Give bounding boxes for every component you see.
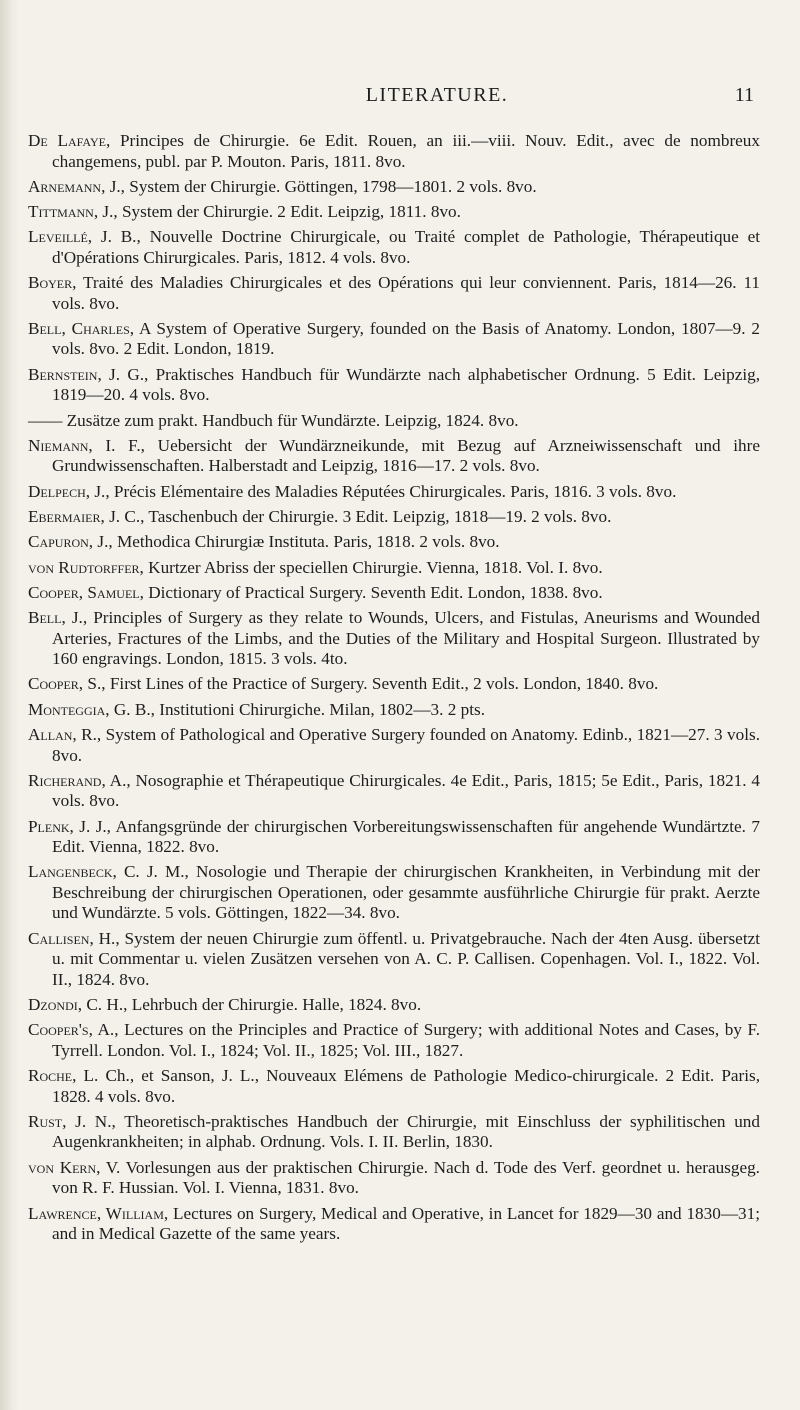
entry-author: Langenbeck, [28,862,117,882]
entry-text: H., System der neuen Chirurgie zum öffentl. u. Privatgebrauche. Nach der 4ten Ausg. übersetzt u. mit Commentar u. vielen Zusätzen versehen von A. C. P. Callisen. Copenhagen. Vol. I., 1822. Vol. II., 1824. 8vo. [52,928,760,989]
bibliography-entry [28,319,760,360]
entry-text: J. G., Praktisches Handbuch für Wundärzte nach alphabetischer Ordnung. 5 Edit. Leipzig, 1819—20. 4 vols. 8vo. [52,364,760,405]
bibliography-entry [28,583,760,604]
bibliography-entry [28,507,760,528]
bibliography-entry [28,365,760,406]
entry-author: De Lafaye, [28,131,111,150]
entry-author: Leveillé, [28,227,93,247]
entry-text: J. C., Taschenbuch der Chirurgie. 3 Edit. Leipzig, 1818—19. 2 vols. 8vo. [104,506,612,526]
entry-author: Dzondi, [28,995,83,1015]
entry-text: I. F., Uebersicht der Wundärzneikunde, mit Bezug auf Arzneiwissenschaft und ihre Grundwissenschaften. Halberstadt and Leipzig, 1816—17. 2 vols. 8vo. [52,435,760,476]
entry-author: Bell, [28,608,66,628]
bibliography-entry [28,1158,760,1199]
entry-author: Rust, [28,1111,67,1131]
bibliography-entry [28,725,760,766]
bibliography-entry [28,273,760,314]
entry-author: Cooper's, [28,1020,93,1040]
entry-text: R., System of Pathological and Operative Surgery founded on Anatomy. Edinb., 1821—27. 3 vols. 8vo. [52,725,760,765]
bibliography-entry [28,862,760,924]
bibliography-entry [28,608,760,670]
entry-text: V. Vorlesungen aus der praktischen Chirurgie. Nach d. Tode des Verf. geordnet u. herausgeg. von R. F. Hussian. Vol. I. Vienna, 1831. 8vo. [52,1157,760,1198]
bibliography-entry [28,131,760,172]
bibliography-entry [28,995,760,1016]
entry-text: J., Précis Elémentaire des Maladies Réputées Chirurgicales. Paris, 1816. 3 vols. 8vo. [90,481,677,501]
bibliography-entry [28,817,760,858]
entry-text: Zusätze zum prakt. Handbuch für Wundärzte. Leipzig, 1824. 8vo. [62,410,519,430]
entry-text: Principes de Chirurgie. 6e Edit. Rouen, an iii.—viii. Nouv. Edit., avec de nombreux changemens, publ. par P. Mouton. Paris, 1811. 8vo. [52,131,760,171]
entry-author: Bernstein, [28,364,102,384]
running-title: LITERATURE. [365,84,509,106]
entry-author: Callisen, [28,928,94,948]
bibliography-entry [28,1020,760,1061]
entry-text: L. Ch., et Sanson, J. L., Nouveaux Elémens de Pathologie Medico-chirurgicale. 2 Edit. Paris, 1828. 4 vols. 8vo. [52,1066,760,1106]
entry-author: Allan, [28,725,77,745]
bibliography-entry [28,674,760,695]
bibliography-list [28,131,760,1249]
entry-text: J. J., Anfangsgründe der chirurgischen Vorbereitungswissenschaften für angehende Wundärtzte. 7 Edit. Vienna, 1822. 8vo. [52,816,760,857]
entry-text: Kurtzer Abriss der speciellen Chirurgie. Vienna, 1818. Vol. I. 8vo. [143,557,603,577]
entry-text: J., Principles of Surgery as they relate to Wounds, Ulcers, and Fistulas, Aneurisms and Wounded Arteries, Fractures of the Limbs, and the Duties of the Military and Hospital Surgeon. Illustrated by 160 engravings. London, 1815. 3 vols. 4to. [52,608,760,669]
page-header [0,84,800,114]
bibliography-entry [28,929,760,991]
page-number: 11 [734,84,754,106]
entry-author: Roche, [28,1066,77,1086]
entry-author: Ebermaier, [28,506,105,526]
entry-author: Niemann, [28,435,93,455]
bibliography-entry [28,227,760,268]
entry-author: Monteggia, [28,699,110,719]
entry-author: von Rudtorffer, [28,557,144,577]
entry-text: A., Lectures on the Principles and Practice of Surgery; with additional Notes and Cases, by F. Tyrrell. London. Vol. I., 1824; Vol. II., 1825; Vol. III., 1827. [52,1020,760,1060]
entry-text: J. B., Nouvelle Doctrine Chirurgicale, ou Traité complet de Pathologie, Thérapeutique et d'Opérations Chirurgicales. Paris, 1812. 4 vols. 8vo. [52,227,760,267]
bibliography-entry [28,558,760,579]
bibliography-entry [28,436,760,477]
entry-text: C. H., Lehrbuch der Chirurgie. Halle, 1824. 8vo. [82,995,422,1015]
entry-text: A System of Operative Surgery, founded on the Basis of Anatomy. London, 1807—9. 2 vols. 8vo. 2 Edit. London, 1819. [52,318,760,359]
entry-text: J., Methodica Chirurgiæ Instituta. Paris, 1818. 2 vols. 8vo. [93,532,500,552]
entry-text: G. B., Institutioni Chirurgiche. Milan, 1802—3. 2 pts. [109,699,485,719]
entry-text: J., System der Chirurgie. Göttingen, 1798—1801. 2 vols. 8vo. [105,176,537,196]
bibliography-entry [28,700,760,721]
bibliography-entry [28,1204,760,1245]
entry-text: S., First Lines of the Practice of Surgery. Seventh Edit., 2 vols. London, 1840. 8vo. [83,674,659,694]
entry-text: J. N., Theoretisch-praktisches Handbuch der Chirurgie, mit Einschluss der syphilitischen und Augenkrankheiten; in alphab. Ordnung. Vols. I. II. Berlin, 1830. [52,1111,760,1152]
book-gutter-shadow [0,0,18,1410]
bibliography-entry [28,177,760,198]
entry-author: Capuron, [28,532,94,552]
bibliography-entry [28,1112,760,1153]
entry-author: Bell, Charles, [28,318,135,338]
entry-text: J., System der Chirurgie. 2 Edit. Leipzig, 1811. 8vo. [98,202,461,222]
bibliography-entry [28,1066,760,1107]
entry-author: —— [28,410,63,430]
entry-author: Delpech, [28,481,91,501]
bibliography-entry [28,202,760,223]
entry-text: Traité des Maladies Chirurgicales et des Opérations qui leur conviennent. Paris, 1814—26. 11 vols. 8vo. [52,273,760,313]
entry-author: von Kern, [28,1157,101,1177]
entry-author: Cooper, Samuel, [28,582,144,602]
entry-author: Lawrence, William, [28,1203,169,1223]
entry-author: Cooper, [28,674,84,694]
entry-text: Dictionary of Practical Surgery. Seventh Edit. London, 1838. 8vo. [143,582,603,602]
entry-author: Tittmann, [28,202,99,222]
entry-author: Plenk, [28,816,74,836]
entry-author: Boyer, [28,273,77,293]
bibliography-entry [28,482,760,503]
bibliography-entry [28,771,760,812]
entry-author: Arnemann, [28,176,106,196]
entry-author: Richerand, [28,770,106,790]
entry-text: Lectures on Surgery, Medical and Operative, in Lancet for 1829—30 and 1830—31; and in Medical Gazette of the same years. [52,1203,760,1244]
entry-text: A., Nosographie et Thérapeutique Chirurgicales. 4e Edit., Paris, 1815; 5e Edit., Paris, 1821. 4 vols. 8vo. [52,770,760,811]
entry-text: C. J. M., Nosologie und Therapie der chirurgischen Krankheiten, in Verbindung mit der Beschreibung der chirurgischen Operationen, oder gesammte ausführliche Chirurgie für prakt. Aerzte und Wundärzte. 5 vols. Göttingen, 1822—34. 8vo. [52,862,760,923]
bibliography-entry [28,411,760,432]
bibliography-entry [28,532,760,553]
